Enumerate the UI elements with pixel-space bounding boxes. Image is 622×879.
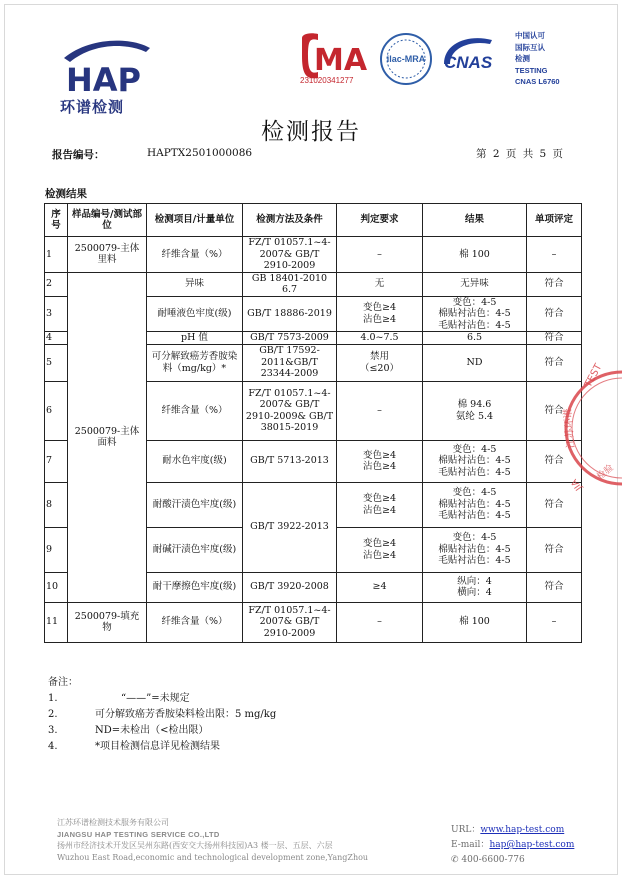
cell-requirement: – bbox=[337, 381, 423, 440]
cell-method: GB/T 3922-2013 bbox=[243, 482, 337, 572]
cell-seq: 8 bbox=[45, 482, 68, 527]
report-number-label: 报告编号： bbox=[52, 149, 105, 161]
table-row bbox=[45, 237, 582, 273]
cell-method: GB/T 7573-2009 bbox=[243, 332, 337, 345]
note-item: 3. ND=未检出（<检出限） bbox=[48, 725, 209, 736]
header-requirement: 判定要求 bbox=[337, 204, 423, 237]
cell-result: ND bbox=[423, 344, 527, 381]
company-seal bbox=[560, 348, 622, 508]
cell-requirement: 变色≥4 沾色≥4 bbox=[337, 482, 423, 527]
cell-item: 耐唾液色牢度(级) bbox=[147, 296, 243, 332]
page-title: 检测报告 bbox=[261, 119, 361, 145]
cell-result: 纵向：4 横向：4 bbox=[423, 572, 527, 602]
cell-evaluation: 符合 bbox=[527, 440, 582, 482]
cell-sample: 2500079-填充物 bbox=[68, 602, 147, 642]
cell-evaluation: 符合 bbox=[527, 381, 582, 440]
header-result: 结果 bbox=[423, 204, 527, 237]
website-link[interactable]: www.hap-test.com bbox=[480, 825, 565, 835]
footer-address-en: Wuzhou East Road,economic and technological development zone,YangZhou bbox=[57, 852, 369, 862]
cell-sample: 2500079-主体面料 bbox=[68, 272, 147, 602]
cell-sample: 2500079-主体里料 bbox=[68, 237, 147, 273]
cell-item: 纤维含量（%） bbox=[147, 237, 243, 273]
cell-item: 纤维含量（%） bbox=[147, 381, 243, 440]
cell-result: 变色：4-5 棉贴衬沾色：4-5 毛贴衬沾色：4-5 bbox=[423, 482, 527, 527]
cell-seq: 3 bbox=[45, 296, 68, 332]
page-indicator: 第 2 页 共 5 页 bbox=[476, 148, 564, 160]
cell-evaluation: 符合 bbox=[527, 527, 582, 572]
cell-method: GB/T 18886-2019 bbox=[243, 296, 337, 332]
cell-seq: 9 bbox=[45, 527, 68, 572]
cell-seq: 2 bbox=[45, 272, 68, 296]
notes bbox=[48, 675, 276, 755]
cell-item: 耐酸汗渍色牢度(级) bbox=[147, 482, 243, 527]
cma-number: 231020341277 bbox=[300, 76, 354, 85]
cell-requirement: – bbox=[337, 237, 423, 273]
cell-result: 棉 94.6 氨纶 5.4 bbox=[423, 381, 527, 440]
cell-item: 可分解致癌芳香胺染料（mg/kg）* bbox=[147, 344, 243, 381]
cell-method: FZ/T 01057.1~4-2007& GB/T 2910-2009 bbox=[243, 602, 337, 642]
svg-text:CNAS: CNAS bbox=[444, 53, 493, 72]
svg-text:HAP: HAP bbox=[66, 61, 141, 99]
cell-requirement: 禁用 （≤20） bbox=[337, 344, 423, 381]
header-method: 检测方法及条件 bbox=[243, 204, 337, 237]
svg-text:检验: 检验 bbox=[595, 463, 616, 483]
svg-text:江苏环谱: 江苏环谱 bbox=[562, 407, 577, 449]
svg-text:ilac-MRA: ilac-MRA bbox=[386, 54, 426, 64]
cnas-accreditation-text: 中国认可 国际互认 检测 TESTING CNAS L6760 bbox=[515, 31, 560, 86]
table-row bbox=[45, 272, 582, 296]
cell-evaluation: 符合 bbox=[527, 572, 582, 602]
table-header-row bbox=[45, 204, 582, 237]
note-item: 1. “——”=未规定 bbox=[48, 693, 190, 704]
cell-result: 变色：4-5 棉贴衬沾色：4-5 毛贴衬沾色：4-5 bbox=[423, 440, 527, 482]
cell-evaluation: – bbox=[527, 237, 582, 273]
cell-requirement: ≥4 bbox=[337, 572, 423, 602]
cell-item: 异味 bbox=[147, 272, 243, 296]
header-item: 检测项目/计量单位 bbox=[147, 204, 243, 237]
cell-result: 棉 100 bbox=[423, 602, 527, 642]
report-number: HAPTX2501000086 bbox=[147, 147, 253, 159]
cell-method: GB 18401-2010 6.7 bbox=[243, 272, 337, 296]
cell-item: 耐干摩擦色牢度(级) bbox=[147, 572, 243, 602]
cell-method: FZ/T 01057.1~4-2007& GB/T 2910-2009& GB/T 38015-2019 bbox=[243, 381, 337, 440]
cell-requirement: 变色≥4 沾色≥4 bbox=[337, 440, 423, 482]
footer-contact: URL：www.hap-test.com E-mail：hap@hap-test.com ✆ 400-6600-776 bbox=[451, 825, 575, 865]
svg-text:MA: MA bbox=[314, 43, 368, 78]
cell-result: 无异味 bbox=[423, 272, 527, 296]
results-table bbox=[44, 203, 582, 643]
svg-text:JIA: JIA bbox=[569, 476, 585, 493]
email-link[interactable]: hap@hap-test.com bbox=[489, 840, 575, 850]
cell-result: 变色：4-5 棉贴衬沾色：4-5 毛贴衬沾色：4-5 bbox=[423, 296, 527, 332]
phone-icon: ✆ bbox=[451, 855, 462, 865]
ilac-mra-logo bbox=[379, 32, 433, 86]
cell-seq: 7 bbox=[45, 440, 68, 482]
cell-method: GB/T 3920-2008 bbox=[243, 572, 337, 602]
cell-result: 6.5 bbox=[423, 332, 527, 345]
svg-text:TEST: TEST bbox=[582, 362, 605, 390]
cell-requirement: 变色≥4 沾色≥4 bbox=[337, 527, 423, 572]
cell-requirement: – bbox=[337, 602, 423, 642]
cell-evaluation: 符合 bbox=[527, 272, 582, 296]
cell-result: 变色：4-5 棉贴衬沾色：4-5 毛贴衬沾色：4-5 bbox=[423, 527, 527, 572]
company-name: 环谱检测 bbox=[60, 98, 125, 116]
table-row bbox=[45, 602, 582, 642]
section-title: 检测结果 bbox=[45, 188, 87, 200]
footer-company-en: JIANGSU HAP TESTING SERVICE CO.,LTD bbox=[57, 829, 220, 839]
cell-requirement: 无 bbox=[337, 272, 423, 296]
cell-result: 棉 100 bbox=[423, 237, 527, 273]
cell-method: GB/T 5713-2013 bbox=[243, 440, 337, 482]
cell-evaluation: 符合 bbox=[527, 332, 582, 345]
cell-seq: 4 bbox=[45, 332, 68, 345]
cnas-logo bbox=[440, 34, 506, 80]
cell-requirement: 4.0~7.5 bbox=[337, 332, 423, 345]
phone-number: 400-6600-776 bbox=[461, 855, 525, 865]
footer-address bbox=[57, 817, 368, 863]
cell-method: FZ/T 01057.1~4-2007& GB/T 2910-2009 bbox=[243, 237, 337, 273]
header-evaluation: 单项评定 bbox=[527, 204, 582, 237]
cell-seq: 10 bbox=[45, 572, 68, 602]
cell-item: 耐水色牢度(级) bbox=[147, 440, 243, 482]
cell-evaluation: 符合 bbox=[527, 296, 582, 332]
cell-requirement: 变色≥4 沾色≥4 bbox=[337, 296, 423, 332]
note-item: 4. *项目检测信息详见检测结果 bbox=[48, 741, 220, 752]
cell-item: pH 值 bbox=[147, 332, 243, 345]
footer-company-cn: 江苏环谱检测技术服务有限公司 bbox=[57, 818, 169, 827]
note-item: 2. 可分解致癌芳香胺染料检出限：5 mg/kg bbox=[48, 709, 277, 720]
cell-item: 耐碱汗渍色牢度(级) bbox=[147, 527, 243, 572]
header-seq: 序号 bbox=[45, 204, 68, 237]
notes-title: 备注： bbox=[48, 677, 78, 688]
cell-seq: 5 bbox=[45, 344, 68, 381]
cell-seq: 6 bbox=[45, 381, 68, 440]
cell-evaluation: – bbox=[527, 602, 582, 642]
cell-item: 纤维含量（%） bbox=[147, 602, 243, 642]
cell-seq: 1 bbox=[45, 237, 68, 273]
cell-method: GB/T 17592-2011&GB/T 23344-2009 bbox=[243, 344, 337, 381]
header-sample: 样品编号/测试部位 bbox=[68, 204, 147, 237]
cell-evaluation: 符合 bbox=[527, 344, 582, 381]
cell-evaluation: 符合 bbox=[527, 482, 582, 527]
footer-address-cn: 扬州市经济技术开发区吴州东路(西安交大扬州科技园)A3 楼一层、五层、六层 bbox=[57, 841, 333, 850]
cell-seq: 11 bbox=[45, 602, 68, 642]
